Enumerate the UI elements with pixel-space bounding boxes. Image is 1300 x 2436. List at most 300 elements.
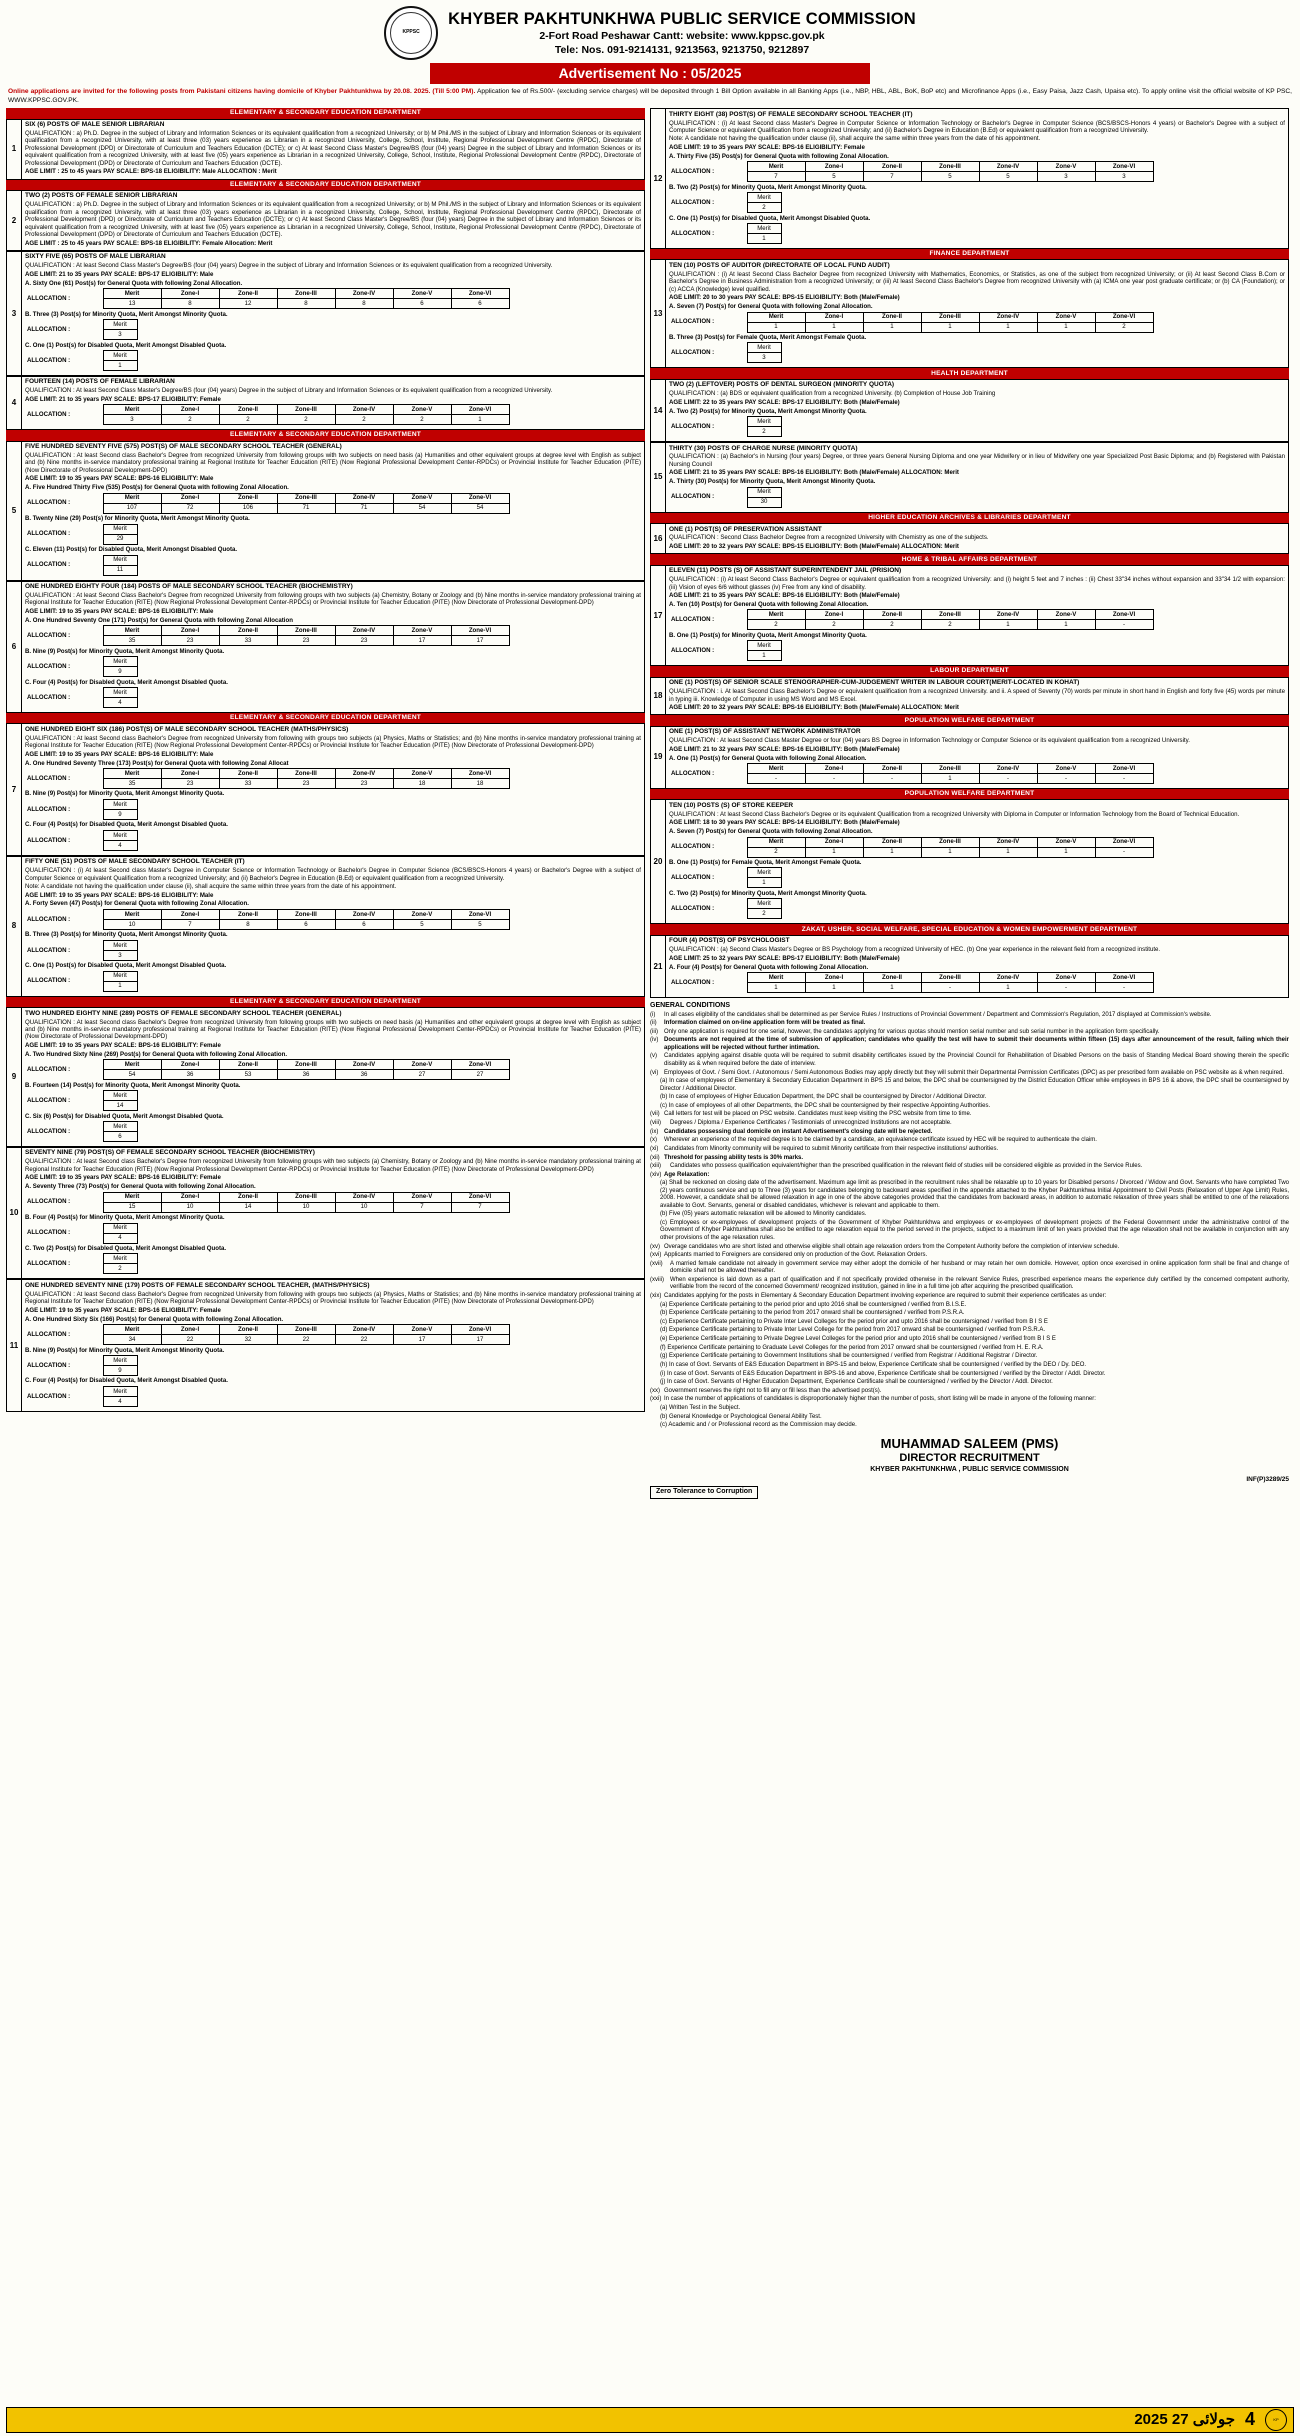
condition-marker: (xvi) — [650, 1252, 662, 1259]
zone-header: Merit — [103, 909, 161, 919]
zone-value: 27 — [451, 1070, 509, 1080]
allocation-label: ALLOCATION : — [27, 1198, 71, 1206]
zone-header: Zone-II — [863, 610, 921, 620]
zone-header: Zone-VI — [451, 1060, 509, 1070]
post-row — [6, 1279, 645, 1411]
post-title: FOURTEEN (14) POSTS OF FEMALE LIBRARIAN — [25, 378, 175, 386]
merit-header: Merit — [103, 1223, 137, 1233]
zone-value: 22 — [277, 1335, 335, 1345]
department-bar: FINANCE DEPARTMENT — [650, 249, 1289, 259]
post-body — [666, 936, 1288, 997]
zone-header: Zone-I — [805, 162, 863, 172]
urdu-footer-bar — [6, 2407, 1294, 2433]
zone-header: Zone-II — [219, 1325, 277, 1335]
allocation-label: ALLOCATION : — [671, 422, 715, 430]
kppsc-logo — [384, 6, 438, 60]
post-title: ONE (1) POST(S) OF PRESERVATION ASSISTANT — [669, 525, 822, 533]
merit-table — [25, 799, 138, 820]
zone-header: Zone-III — [921, 610, 979, 620]
condition-marker: (ix) — [650, 1128, 659, 1135]
header-address: 2-Fort Road Peshawar Cantt: website: www.kppsc.gov.pk — [539, 30, 825, 43]
condition-marker: (x) — [650, 1137, 657, 1144]
merit-table-wrap — [25, 687, 641, 708]
merit-value: 4 — [103, 697, 137, 707]
zone-header: Zone-VI — [451, 768, 509, 778]
condition-marker — [650, 1345, 660, 1352]
zone-header: Zone-V — [1037, 162, 1095, 172]
merit-table-wrap — [25, 1253, 641, 1274]
merit-value: 1 — [103, 360, 137, 370]
zone-header: Zone-V — [393, 1325, 451, 1335]
merit-table — [669, 416, 782, 437]
merit-header: Merit — [103, 524, 137, 534]
merit-table-wrap — [25, 555, 641, 576]
sub-allocation-heading: C. One (1) Post(s) for Disabled Quota, Merit Amongst Disabled Quota. — [25, 962, 227, 970]
zone-header: Zone-III — [921, 763, 979, 773]
sub-allocation-heading: C. Six (6) Post(s) for Disabled Quota, Merit Amongst Disabled Quota. — [25, 1112, 224, 1120]
allocation-label: ALLOCATION : — [671, 198, 715, 206]
merit-table-wrap — [25, 1386, 641, 1407]
condition-item — [650, 1345, 1289, 1352]
condition-text: Overage candidates who are short listed and otherwise eligible shall obtain age relaxation orders from the Competent Authority before the completion of interview schedule. — [664, 1243, 1120, 1250]
post-title: ELEVEN (11) POSTS (S) OF ASSISTANT SUPERINTENDENT JAIL (PRISION) — [669, 567, 902, 575]
condition-marker: (iv) — [650, 1037, 659, 1044]
post-body — [22, 377, 644, 429]
zone-value: 17 — [393, 1335, 451, 1345]
condition-text: Candidates who possess qualification equivalent/higher than the prescribed qualification in the relevant field of studies will be considered eligible as provided in the Service Rules. — [670, 1163, 1143, 1170]
zone-value: 2 — [161, 415, 219, 425]
merit-value: 1 — [747, 651, 781, 661]
condition-marker: (i) — [650, 1011, 656, 1018]
intro-line-2: Application fee of Rs.500/- (excluding service charges) will be deposited through 1 Bill Option available in all Banking Apps (i.e., NBP, HBL, ABL, BoK, BoP etc) and Microfinance Apps (i.e., Easy Paisa, Jazz Cash, Upaisa etc). To apply online visit the official website of KP PSC, WWW.KPPSC.GOV.PK. — [8, 88, 1293, 104]
zone-header: Zone-VI — [1095, 763, 1153, 773]
allocation-label: ALLOCATION : — [27, 631, 71, 639]
zone-value: 36 — [277, 1070, 335, 1080]
zone-header: Zone-IV — [335, 1060, 393, 1070]
zone-value: 10 — [277, 1202, 335, 1212]
post-qualification: QUALIFICATION : Second Class Bachelor Degree from a recognized University with Chemistry as one of the subjects. — [669, 534, 989, 542]
condition-marker — [650, 1353, 660, 1360]
condition-item — [650, 1146, 1289, 1153]
post-serial-number: 21 — [651, 936, 666, 997]
condition-text: Candidates applying for the posts in Elementary & Secondary Education Department involving experience are required to submit their experience certificates as under: — [664, 1292, 1107, 1299]
urdu-page-number: 4 — [1244, 2409, 1255, 2430]
post-row — [6, 723, 645, 855]
merit-table-wrap — [25, 1223, 641, 1244]
allocation-label: ALLOCATION : — [671, 843, 715, 851]
merit-table — [25, 971, 138, 992]
condition-text: (c) Employees or ex-employees of development projects of the Government of Khyber Pakhtunkhwa and employees or ex-employees of development projects of the Federal Government under the administrative control of the Government of Khyber Pakhtunkhwa shall also be entitled to age relaxation equal to the period served in the projects, subject to a maximum limit of ten years provided that the age relaxation shall not be available in conjunction with any other provisions of the age relaxation rules. — [660, 1220, 1289, 1241]
zone-value: 5 — [451, 919, 509, 929]
zone-header: Zone-IV — [335, 405, 393, 415]
allocation-heading: A. Sixty One (61) Post(s) for General Quota with following Zonal Allocation. — [25, 279, 243, 287]
post-body — [22, 582, 644, 712]
post-serial-number: 15 — [651, 443, 666, 512]
condition-text: (e) Experience Certificate pertaining to Private Degree Level Colleges for the period prior and upto 2016 shall be countersigned / verified from B I S E — [660, 1336, 1056, 1342]
condition-text: Call letters for test will be placed on PSC website. Candidates must keep visiting the PSC website from time to time. — [664, 1111, 972, 1118]
allocation-label: ALLOCATION : — [671, 647, 715, 655]
zone-value: 33 — [219, 778, 277, 788]
zone-header: Zone-III — [277, 626, 335, 636]
zone-header: Zone-VI — [451, 909, 509, 919]
condition-item — [650, 1319, 1289, 1326]
allocation-label: ALLOCATION : — [671, 168, 715, 176]
condition-text: Candidates applying against disable quota will be required to submit disability certificates issued by the Provincial Council for Rehabilitation of Disabled Persons on the basis of Standing Medical Board showing therein the specific disability as & when required before the date of interview. — [664, 1053, 1289, 1067]
condition-text: (d) Experience Certificate pertaining to Private Inter Level College for the period from 2017 onward shall be countersigned / verified from P.S.R.A. — [660, 1327, 1046, 1334]
condition-item — [650, 1414, 1289, 1421]
zone-value: 23 — [277, 778, 335, 788]
condition-text: (h) In case of Govt. Servants of E&S Education Department in BPS-15 and below, Experience Certificate shall be countersigned / verified by the DEO / Dy. DEO. — [660, 1361, 1087, 1368]
post-serial-number: 13 — [651, 260, 666, 367]
zone-header: Zone-I — [161, 1060, 219, 1070]
columns — [6, 108, 1294, 1499]
zone-header: Zone-VI — [451, 626, 509, 636]
post-body — [666, 260, 1288, 367]
post-serial-number: 11 — [7, 1280, 22, 1410]
condition-item — [650, 1103, 1289, 1110]
zone-header: Zone-V — [393, 626, 451, 636]
post-body — [666, 443, 1288, 512]
post-qualification: QUALIFICATION : (i) At least Second class Master's Degree in Computer Science or Information Technology or Bachelor's Degree in Computer Science (BCS/BSCS-Honors 4 years) or Bachelor's Degree with a subject of Computer Science or equivalent Qualification from a recognized University; and (ii) Bachelor's Degree in Education (B.Ed) or equivalent qualification from a recognized University. — [669, 119, 1285, 135]
zonal-allocation-table — [25, 1059, 510, 1080]
zone-value: 5 — [805, 172, 863, 182]
zone-header: Zone-V — [1037, 610, 1095, 620]
allocation-heading: A. One Hundred Seventy One (171) Post(s) for General Quota with following Zonal Allocation — [25, 616, 293, 624]
zone-header: Zone-VI — [451, 493, 509, 503]
post-qualification: QUALIFICATION : a) Ph.D. Degree in the subject of Library and Information Sciences or its equivalent qualification from a recognized University; or b) M Phil./MS in the subject of Library and Information Sciences or its equivalent qualification from a recognized University, with at least three (03) years experience as Librarian in a recognized University, College, School, Institute, Regional Professional Development Centre (RPDC), Directorate of Professional Development (DPD) or Directorate of Curriculum and Teachers Education (DCTE); or c) At least Second Class Master's Degree/BS (four (04) years) Degree in the subject of Library and Information Sciences or its equivalent qualification from a recognized University, with at least five (05) years experience as Librarian in a recognized University, College, School, Institute, Regional Professional Development Centre (RPDC), Directorate of Professional Development (DPD) or Directorate of Curriculum and Teachers Education (DCTE). — [25, 201, 641, 239]
post-serial-number: 10 — [7, 1148, 22, 1278]
merit-value: 29 — [103, 534, 137, 544]
condition-text: (a) In case of employees of Elementary & Secondary Education Department in BPS 15 and below, the DPC shall be countersigned by the District Education Officer while employees in BPS 16 & above, the DPC shall be countersigned by Director / Additional Director. — [660, 1078, 1289, 1092]
condition-text: Candidates from Minority community will be required to submit Minority certificate from their respective institutions/ authorities. — [664, 1145, 999, 1152]
allocation-label: ALLOCATION : — [27, 1096, 71, 1104]
zone-header: Zone-I — [805, 837, 863, 847]
zone-value: 1 — [451, 415, 509, 425]
post-serial-number: 5 — [7, 442, 22, 580]
merit-table — [25, 350, 138, 371]
condition-marker — [650, 1336, 660, 1343]
zone-value: 6 — [393, 299, 451, 309]
merit-table-wrap — [25, 319, 641, 340]
allocation-label: ALLOCATION : — [27, 836, 71, 844]
merit-value: 30 — [747, 497, 781, 507]
page-header — [6, 4, 1294, 60]
condition-item — [650, 1336, 1289, 1343]
zero-tolerance-badge: Zero Tolerance to Corruption — [650, 1486, 758, 1499]
merit-value: 2 — [747, 909, 781, 919]
zone-value: 12 — [219, 299, 277, 309]
zone-value: 1 — [805, 322, 863, 332]
zonal-allocation-table — [25, 1192, 510, 1213]
merit-table — [669, 640, 782, 661]
condition-marker: (xx) — [650, 1387, 660, 1394]
department-bar: ELEMENTARY & SECONDARY EDUCATION DEPARTMENT — [6, 108, 645, 118]
merit-value: 14 — [103, 1101, 137, 1111]
zone-header: Zone-V — [393, 1060, 451, 1070]
condition-marker: (xi) — [650, 1145, 659, 1152]
condition-marker: (iii) — [650, 1028, 658, 1035]
condition-text: (f) Experience Certificate pertaining to Graduate Level Colleges for the period from 2017 onward shall be countersigned / verified from H. E. R.A. — [660, 1344, 1044, 1351]
condition-item — [650, 1070, 1289, 1077]
allocation-heading: A. Seventy Three (73) Post(s) for General Quota with following Zonal Allocation. — [25, 1183, 256, 1191]
merit-table-wrap — [25, 524, 641, 545]
zone-header: Zone-V — [393, 493, 451, 503]
department-bar: ELEMENTARY & SECONDARY EDUCATION DEPARTMENT — [6, 180, 645, 190]
condition-text: Threshold for passing ability tests is 30% marks. — [664, 1154, 804, 1161]
condition-item — [650, 1078, 1289, 1093]
allocation-label: ALLOCATION : — [671, 493, 715, 501]
post-body — [666, 678, 1288, 715]
zone-header: Merit — [747, 837, 805, 847]
zone-value: 5 — [979, 172, 1037, 182]
condition-marker: (xviii) — [650, 1276, 664, 1283]
condition-item — [650, 1037, 1289, 1052]
post-row — [6, 441, 645, 581]
allocation-label: ALLOCATION : — [27, 915, 71, 923]
zone-value: 2 — [277, 415, 335, 425]
signature-block — [650, 1436, 1289, 1475]
allocation-label: ALLOCATION : — [671, 769, 715, 777]
zone-value: 71 — [335, 503, 393, 513]
zone-value: 54 — [103, 1070, 161, 1080]
post-title: SIX (6) POSTS OF MALE SENIOR LIBRARIAN — [25, 121, 165, 129]
post-qualification: QUALIFICATION : At least Second Class Master's Degree/BS (four (04) years) Degree in the subject of Library and Information Sciences or its equivalent qualification from a recognized University. — [25, 387, 553, 395]
condition-item — [650, 1129, 1289, 1136]
zone-header: Zone-II — [219, 768, 277, 778]
zonal-allocation-table — [25, 404, 510, 425]
allocation-label: ALLOCATION : — [671, 978, 715, 986]
zone-value: 1 — [863, 847, 921, 857]
condition-marker — [650, 1078, 660, 1093]
condition-item — [650, 1293, 1289, 1300]
post-serial-number: 20 — [651, 800, 666, 923]
zone-header: Zone-III — [277, 405, 335, 415]
zone-value: 2 — [393, 415, 451, 425]
allocation-label: ALLOCATION : — [671, 874, 715, 882]
zone-value: 23 — [277, 636, 335, 646]
post-title: TWO (2) (LEFTOVER) POSTS OF DENTAL SURGEON (MINORITY QUOTA) — [669, 381, 895, 389]
zone-value: 23 — [335, 636, 393, 646]
post-title: FIFTY ONE (51) POSTS OF MALE SECONDARY SCHOOL TEACHER (IT) — [25, 858, 245, 866]
zone-value: 2 — [747, 620, 805, 630]
post-serial-number: 1 — [7, 120, 22, 179]
condition-marker: (vii) — [650, 1111, 660, 1118]
allocation-label: ALLOCATION : — [27, 294, 71, 302]
allocation-label: ALLOCATION : — [27, 1229, 71, 1237]
condition-text: (j) In case of Govt. Servants of Higher Education Department, Experience Certificate shall be countersigned / verified by the Director / Addl. Director. — [660, 1379, 1053, 1386]
zonal-allocation-table — [25, 768, 510, 789]
merit-value: 9 — [103, 1365, 137, 1375]
zone-header: Zone-II — [219, 405, 277, 415]
post-serial-number: 3 — [7, 252, 22, 375]
zone-header: Zone-I — [161, 909, 219, 919]
condition-item — [650, 1155, 1289, 1162]
condition-item — [650, 1137, 1289, 1144]
post-title: SEVENTY NINE (79) POST(S) OF FEMALE SECONDARY SCHOOL TEACHER (BIOCHEMISTRY) — [25, 1149, 315, 1157]
post-meta: AGE LIMIT: 19 to 35 years PAY SCALE: BPS-16 ELIGIBILITY: Female — [25, 1174, 221, 1182]
allocation-label: ALLOCATION : — [671, 905, 715, 913]
condition-item — [650, 1261, 1289, 1276]
zone-header: Zone-I — [161, 626, 219, 636]
merit-table — [25, 1223, 138, 1244]
zone-value: - — [1037, 982, 1095, 992]
zone-header: Zone-IV — [335, 493, 393, 503]
zonal-allocation-table — [669, 763, 1154, 784]
zonal-allocation-table — [25, 1324, 510, 1345]
condition-text: Information claimed on on-line application form will be treated as final. — [664, 1020, 866, 1027]
zone-value: 23 — [335, 778, 393, 788]
post-meta: AGE LIMIT : 25 to 45 years PAY SCALE: BPS-18 ELIGIBILITY: Female Allocation: Merit — [25, 239, 273, 247]
post-row — [650, 726, 1289, 789]
zone-header: Merit — [747, 763, 805, 773]
zone-header: Zone-I — [805, 312, 863, 322]
zone-header: Zone-III — [277, 909, 335, 919]
zone-value: 23 — [161, 636, 219, 646]
merit-table-wrap — [669, 192, 1285, 213]
merit-table — [25, 1253, 138, 1274]
zone-value: 3 — [1037, 172, 1095, 182]
merit-value: 1 — [747, 878, 781, 888]
post-meta: AGE LIMIT: 19 to 35 years PAY SCALE: BPS-16 ELIGIBILITY: Female — [25, 1041, 221, 1049]
intro-paragraph — [6, 86, 1294, 108]
left-column — [6, 108, 645, 1412]
zone-value: 1 — [921, 847, 979, 857]
post-body — [22, 252, 644, 375]
merit-header: Merit — [103, 830, 137, 840]
post-qualification: QUALIFICATION : At least Second Class Master Degree or four (04) years BS Degree in Information Technology or Computer Science or its equivalent qualification from a recognized University. — [669, 737, 1190, 745]
zone-value: 1 — [747, 982, 805, 992]
merit-value: 3 — [103, 950, 137, 960]
merit-value: 1 — [747, 234, 781, 244]
condition-marker: (xix) — [650, 1292, 662, 1299]
zone-header: Zone-VI — [1095, 162, 1153, 172]
condition-text: Government reserves the right not to fill any or fill less than the advertised post(s). — [664, 1387, 882, 1394]
condition-item — [650, 1327, 1289, 1334]
condition-item — [650, 1053, 1289, 1068]
zone-value: 36 — [161, 1070, 219, 1080]
zone-header: Zone-II — [863, 837, 921, 847]
post-qualification: QUALIFICATION : a) Ph.D. Degree in the subject of Library and Information Sciences or its equivalent qualification from a recognized University; or b) M Phil./MS in the subject of Library and Information Sciences or its equivalent qualification from a recognized University, with at least three (03) years experience as Librarian in a recognized University, College, School, Institute, Regional Professional Development Centre (RPDC), Directorate of Professional Development (DPD) or Directorate of Curriculum and Teachers Education (DCTE); or c) At least Second Class Master's Degree/BS (four (04) years) Degree in the subject of Library and Information Sciences or its equivalent qualification from a recognized University, with at least five (05) years experience as Librarian in a recognized University, College, School, Institute, Regional Professional Development Centre (RPDC), Directorate of Professional Development (DPD) or Directorate of Curriculum and Teachers Education (DCTE). — [25, 130, 641, 167]
sub-allocation-heading: B. One (1) Post(s) for Minority Quota, Merit Amongst Minority Quota. — [669, 631, 867, 639]
zone-header: Zone-VI — [451, 405, 509, 415]
allocation-label: ALLOCATION : — [27, 530, 71, 538]
zone-value: 54 — [393, 503, 451, 513]
zone-header: Zone-II — [219, 909, 277, 919]
zone-header: Zone-IV — [979, 162, 1037, 172]
allocation-label: ALLOCATION : — [27, 662, 71, 670]
post-title: ONE HUNDRED EIGHT SIX (186) POST(S) OF MALE SECONDARY SCHOOL TEACHER (MATHS/PHYSICS) — [25, 725, 349, 733]
zone-value: - — [1095, 773, 1153, 783]
condition-marker: (xiii) — [650, 1163, 661, 1170]
merit-table — [25, 1355, 138, 1376]
merit-header: Merit — [103, 1121, 137, 1131]
post-title: TWO HUNDRED EIGHTY NINE (289) POSTS OF FEMALE SECONDARY SCHOOL TEACHER (GENERAL) — [25, 1009, 342, 1017]
allocation-heading: A. Thirty (30) Post(s) for Minority Quota, Merit Amongst Minority Quota. — [669, 478, 876, 486]
merit-header: Merit — [747, 224, 781, 234]
post-row — [650, 799, 1289, 924]
post-serial-number: 16 — [651, 524, 666, 553]
merit-table-wrap — [25, 1090, 641, 1111]
zonal-allocation-table — [25, 493, 510, 514]
zone-value: 10 — [335, 1202, 393, 1212]
post-row — [650, 379, 1289, 442]
post-note: Note: A candidate not having the qualification under clause (ii), shall acquire the same within three years from the date of his appointment. — [25, 883, 397, 891]
merit-table — [669, 867, 782, 888]
post-row — [650, 259, 1289, 368]
condition-item — [650, 1111, 1289, 1118]
post-serial-number: 12 — [651, 109, 666, 248]
allocation-label: ALLOCATION : — [27, 693, 71, 701]
condition-text: Degrees / Diploma / Experience Certificates / Testimonials of unrecognized Institutions are not acceptable. — [670, 1120, 952, 1127]
post-meta: AGE LIMIT: 19 to 35 years PAY SCALE: BPS-16 ELIGIBILITY: Male — [25, 750, 214, 758]
merit-header: Merit — [103, 971, 137, 981]
post-body — [22, 724, 644, 854]
post-title: FIVE HUNDRED SEVENTY FIVE (575) POST(S) OF MALE SECONDARY SCHOOL TEACHER (GENERAL) — [25, 443, 342, 451]
post-body — [22, 442, 644, 580]
zone-value: 7 — [451, 1202, 509, 1212]
post-qualification: QUALIFICATION : (i) At least Second Class Bachelor Degree from recognized University with Mathematics, Economics, or Statistics, as one of the subject from recognized University; or (ii) At least Second Class B.Com or Bachelor's Degree in Business Administration from a recognized University; or (iii) At least Second Class Bachelor's Degree from recognized University with (a) ICMA one year post graduate certificate; or (b) CA (Foundation); or (c) ACCA (Knowledge) level qualified. — [669, 270, 1285, 293]
condition-text: (a) Shall be reckoned on closing date of the advertisement. Maximum age limit as prescribed in the recruitment rules shall be relaxable up to 10 years for Disabled persons / Divorced / Widow and Govt. Servants who have completed Two (2) years continuous service and up to Three (3) years for candidates belonging to backward areas specified in the appendix attached to the Khyber Pakhtunkhwa Initial Appointment to Civil Posts (Relaxation of Upper Age Limit) Rules, 2008. However, a candidate shall be allowed relaxation in age in one of the above categories provided that the candidates from backward areas, in addition to automatic relaxation of three years shall be entitled to one of the relaxations available to Govt. Servants, general or disabled candidates, whichever is relevant and applicable to them. — [660, 1180, 1289, 1209]
zone-value: - — [863, 773, 921, 783]
condition-marker: (v) — [650, 1053, 657, 1060]
merit-table-wrap — [669, 487, 1285, 508]
header-text-block — [448, 9, 916, 57]
allocation-label: ALLOCATION : — [27, 1392, 71, 1400]
condition-text: (i) In case of Govt. Servants of E&S Education Department in BPS-16 and above, Experience Certificate shall be countersigned / verified by the Director / Addl. Director. — [660, 1370, 1106, 1377]
post-row — [6, 376, 645, 430]
condition-text: Candidates possessing dual domicile on instant Advertisement's closing date will be rejected. — [664, 1128, 933, 1135]
post-title: TEN (10) POSTS (S) OF STORE KEEPER — [669, 801, 794, 809]
merit-table-wrap — [25, 830, 641, 851]
zone-header: Zone-IV — [979, 837, 1037, 847]
zone-value: 2 — [863, 620, 921, 630]
post-title: ONE HUNDRED EIGHTY FOUR (184) POSTS OF MALE SECONDARY SCHOOL TEACHER (BIOCHEMISTRY) — [25, 583, 353, 590]
signatory-designation: DIRECTOR RECRUITMENT — [899, 1451, 1040, 1464]
department-bar: HEALTH DEPARTMENT — [650, 368, 1289, 378]
zone-value: 3 — [1095, 172, 1153, 182]
zone-header: Zone-III — [921, 972, 979, 982]
zone-value: 1 — [805, 982, 863, 992]
post-serial-number: 18 — [651, 678, 666, 715]
post-row — [6, 190, 645, 251]
urdu-logo-icon: KP — [1265, 2409, 1287, 2431]
zone-header: Zone-II — [863, 763, 921, 773]
post-meta: AGE LIMIT : 25 to 45 years PAY SCALE: BPS-18 ELIGIBILITY: Male ALLOCATION : Merit — [25, 168, 277, 176]
inf-number: INF(P)3289/25 — [1246, 1476, 1289, 1484]
merit-header: Merit — [747, 417, 781, 427]
merit-value: 4 — [103, 1233, 137, 1243]
condition-item — [650, 1211, 1289, 1218]
post-row — [6, 581, 645, 713]
merit-table-wrap — [669, 867, 1285, 888]
merit-header: Merit — [747, 868, 781, 878]
zone-value: 33 — [219, 636, 277, 646]
zonal-allocation-table — [669, 161, 1154, 182]
zone-value: 36 — [335, 1070, 393, 1080]
post-title: TEN (10) POSTS OF AUDITOR (DIRECTORATE OF LOCAL FUND AUDIT) — [669, 261, 890, 269]
sub-allocation-heading: B. One (1) Post(s) for Female Quota, Merit Amongst Female Quota. — [669, 859, 862, 867]
allocation-label: ALLOCATION : — [671, 318, 715, 326]
allocation-heading: A. Two (2) Post(s) for Minority Quota, Merit Amongst Minority Quota. — [669, 407, 867, 415]
condition-item — [650, 1371, 1289, 1378]
zone-value: 14 — [219, 1202, 277, 1212]
condition-text: (b) Experience Certificate pertaining to the period from 2017 onward shall be countersigned / verified from P.S.R.A. — [660, 1310, 965, 1317]
allocation-label: ALLOCATION : — [27, 805, 71, 813]
post-meta: AGE LIMIT: 19 to 35 years PAY SCALE: BPS-16 ELIGIBILITY: Female — [669, 143, 865, 151]
zone-header: Merit — [103, 626, 161, 636]
merit-header: Merit — [747, 487, 781, 497]
condition-text: (b) Five (05) years automatic relaxation will be allowed to Minority candidates. — [660, 1211, 867, 1218]
